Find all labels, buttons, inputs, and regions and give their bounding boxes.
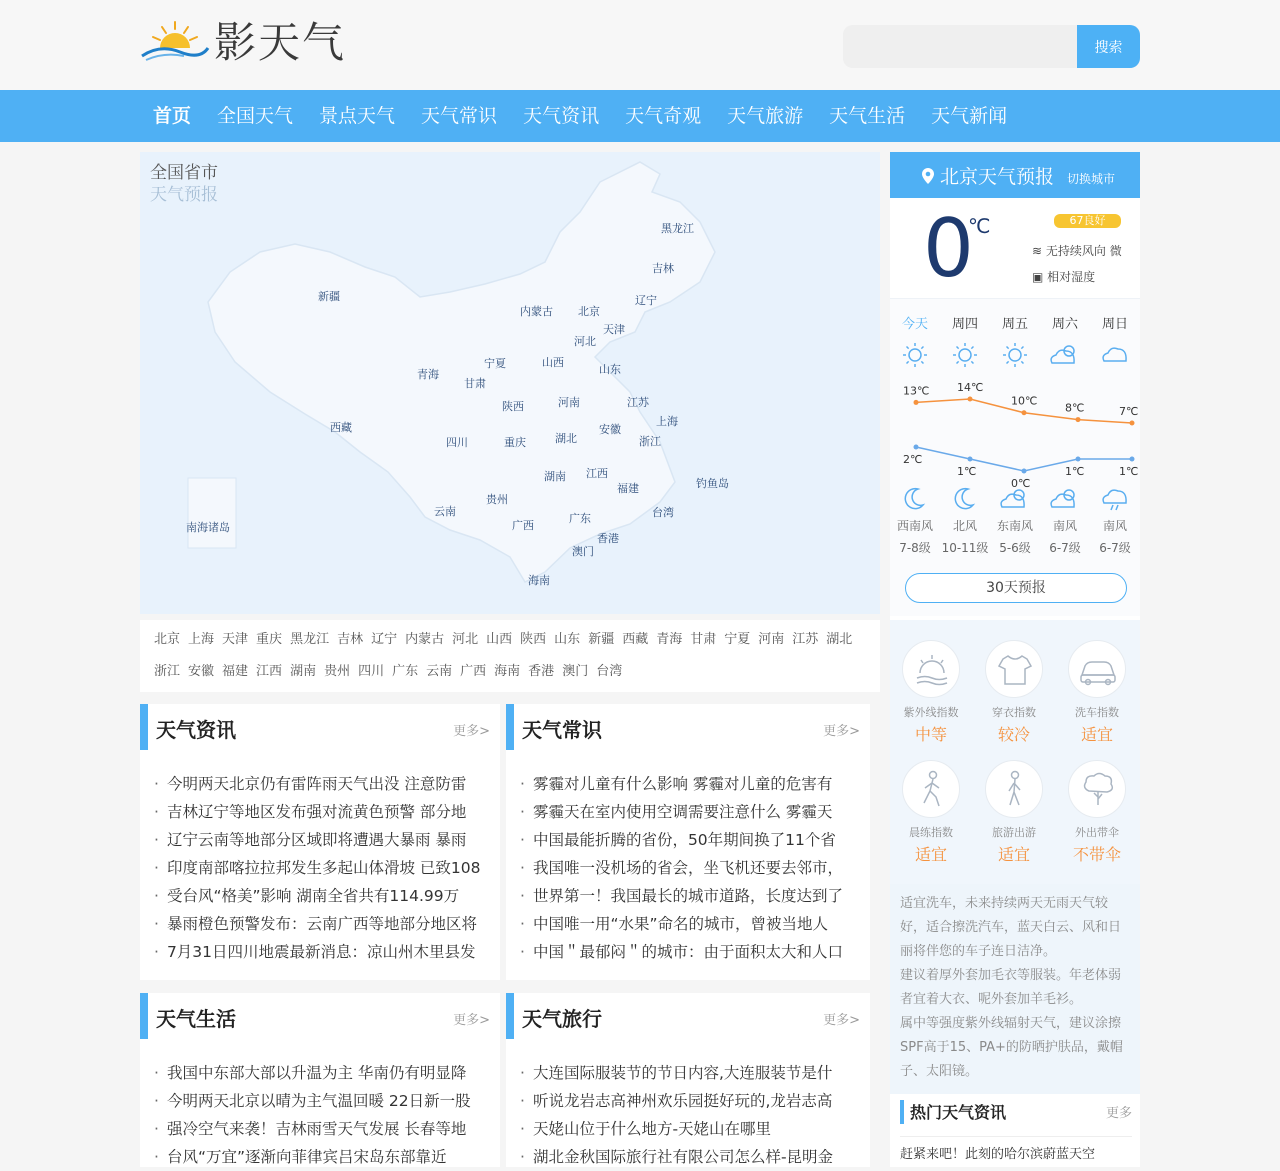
province-label[interactable]: 陕西 <box>502 400 524 413</box>
hot-news-more-link[interactable]: 更多 <box>1105 1106 1132 1121</box>
province-label[interactable]: 甘肃 <box>464 377 486 390</box>
index-morning-exercise[interactable] <box>891 760 971 865</box>
news-item[interactable]: · 印度南部喀拉拉邦发生多起山体滑坡 已致108 <box>154 854 500 882</box>
index-umbrella[interactable] <box>1057 760 1137 865</box>
nav-national-weather[interactable]: 全国天气 <box>217 105 294 127</box>
index-name: 旅游出游 <box>992 826 1036 839</box>
province-label[interactable]: 湖南 <box>544 470 566 483</box>
province-link[interactable]: 海南 <box>494 664 521 679</box>
province-link[interactable]: 上海 <box>188 632 215 647</box>
five-day-forecast <box>890 298 1140 616</box>
index-name: 穿衣指数 <box>992 706 1036 719</box>
forecast-wind-level: 6-7级 <box>1099 541 1131 555</box>
province-link[interactable]: 广西 <box>460 664 487 679</box>
hot-news-item[interactable]: 赶紧来吧！此刻的哈尔滨蔚蓝天空 <box>900 1147 1096 1162</box>
province-label[interactable]: 云南 <box>434 505 456 518</box>
low-temp-label: 2℃ <box>903 453 923 466</box>
index-name: 洗车指数 <box>1075 706 1119 719</box>
block-title: 天气资讯 <box>156 718 236 742</box>
news-item[interactable]: · 雾霾对儿童有什么影响 雾霾对儿童的危害有 <box>520 770 870 798</box>
province-link[interactable]: 云南 <box>426 664 453 679</box>
advice-uv: 属中等强度紫外线辐射天气，建议涂擦SPF高于15、PA+的防晒护肤品，戴帽子、太阳镜。 <box>900 1016 1123 1079</box>
forecast-wind-level: 7-8级 <box>899 541 931 555</box>
news-list <box>140 750 500 966</box>
province-label[interactable]: 西藏 <box>330 421 352 434</box>
site-logo[interactable] <box>140 14 346 66</box>
advice-car-wash: 适宜洗车，未来持续两天无雨天气较好，适合擦洗汽车，蓝天白云、风和日丽将伴您的车子连日洁净。 <box>900 896 1122 959</box>
news-list <box>506 750 870 966</box>
province-label[interactable]: 宁夏 <box>484 357 506 370</box>
low-temp-point <box>914 445 919 450</box>
province-label[interactable]: 安徽 <box>599 423 621 436</box>
news-item[interactable]: · 今明两天北京仍有雷阵雨天气出没 注意防雷 <box>154 770 500 798</box>
news-item[interactable]: · 听说龙岩志高神州欢乐园挺好玩的,龙岩志高 <box>520 1087 870 1115</box>
province-link[interactable]: 香港 <box>528 664 555 679</box>
province-link[interactable]: 宁夏 <box>724 632 751 647</box>
news-item[interactable]: · 中国唯一用“水果”命名的城市，曾被当地人 <box>520 910 870 938</box>
temperature-chart <box>890 299 1140 617</box>
forecast-wind: 西南风 <box>896 519 933 533</box>
news-item[interactable]: · 吉林辽宁等地区发布强对流黄色预警 部分地 <box>154 798 500 826</box>
low-temp-label: 0℃ <box>1011 477 1031 490</box>
humidity-icon: ▣ <box>1032 270 1044 284</box>
nav-scenic-weather[interactable]: 景点天气 <box>319 105 396 127</box>
shirt-icon <box>985 640 1043 698</box>
search-box <box>843 25 1140 68</box>
runner-icon <box>902 760 960 818</box>
cloudy-night-icon <box>1001 490 1024 507</box>
province-link[interactable]: 贵州 <box>324 664 351 679</box>
high-temp-label: 14℃ <box>957 381 984 394</box>
province-label[interactable]: 吉林 <box>652 262 674 275</box>
news-item[interactable]: · 台风“万宜”逐渐向菲律宾吕宋岛东部靠近 <box>154 1143 500 1171</box>
province-link[interactable]: 福建 <box>222 664 249 679</box>
province-label[interactable]: 北京 <box>578 305 600 318</box>
province-link[interactable]: 河南 <box>758 632 785 647</box>
province-label[interactable]: 浙江 <box>639 435 661 448</box>
block-header <box>506 993 870 1039</box>
index-name: 紫外线指数 <box>903 706 959 719</box>
news-block-weather-travel <box>506 993 870 1167</box>
forecast-day: 周五 <box>1001 317 1028 332</box>
province-label[interactable]: 台湾 <box>652 506 674 519</box>
province-link[interactable]: 四川 <box>358 664 385 679</box>
province-label[interactable]: 山西 <box>542 356 564 369</box>
block-header <box>506 704 870 750</box>
province-label[interactable]: 湖北 <box>555 432 577 445</box>
life-index-panel <box>890 620 1140 884</box>
news-item[interactable]: · 天姥山位于什么地方-天姥山在哪里 <box>520 1115 870 1143</box>
province-link[interactable]: 西藏 <box>622 632 649 647</box>
province-label[interactable]: 海南 <box>528 574 550 587</box>
nav-weather-wonders[interactable]: 天气奇观 <box>625 105 702 127</box>
news-item[interactable]: · 我国唯一没机场的省会，坐飞机还要去邻市， <box>520 854 870 882</box>
wind-info <box>1032 242 1122 259</box>
block-title: 天气常识 <box>522 718 602 742</box>
moon-icon <box>905 489 923 509</box>
forecast-30-day-button[interactable]: 30天预报 <box>905 573 1127 603</box>
map-subtitle: 天气预报 <box>150 185 218 205</box>
province-link[interactable]: 甘肃 <box>690 632 717 647</box>
province-link[interactable]: 吉林 <box>337 632 364 647</box>
province-label[interactable]: 福建 <box>617 482 639 495</box>
search-button[interactable]: 搜索 <box>1077 25 1140 68</box>
index-value: 适宜 <box>997 845 1030 864</box>
forecast-wind: 东南风 <box>996 519 1033 533</box>
province-label[interactable]: 江苏 <box>627 396 649 409</box>
province-link[interactable]: 北京 <box>154 632 181 647</box>
news-block-weather-knowledge <box>506 704 870 980</box>
nav-home[interactable]: 首页 <box>153 105 192 127</box>
index-value: 不带伞 <box>1072 845 1121 864</box>
cloudy-night-icon <box>1051 490 1074 507</box>
nav-weather-news-info[interactable]: 天气资讯 <box>523 105 600 127</box>
block-title: 天气生活 <box>156 1007 236 1031</box>
forecast-wind-level: 6-7级 <box>1049 541 1081 555</box>
humidity-info <box>1032 268 1095 285</box>
humidity-text: 相对湿度 <box>1047 270 1096 284</box>
search-input[interactable] <box>843 25 1077 68</box>
province-link[interactable]: 新疆 <box>588 632 615 647</box>
index-name: 外出带伞 <box>1075 826 1119 839</box>
news-item[interactable]: · 7月31日四川地震最新消息：凉山州木里县发 <box>154 938 500 966</box>
province-link[interactable]: 澳门 <box>562 664 589 679</box>
wind-icon: ≋ <box>1032 244 1043 258</box>
low-temp-line <box>916 447 1132 471</box>
block-header <box>140 993 500 1039</box>
rain-cloud-icon <box>1103 490 1126 510</box>
low-temp-point <box>968 457 973 462</box>
current-temperature: 0 <box>923 202 974 295</box>
province-label[interactable]: 上海 <box>656 415 678 428</box>
index-car-wash[interactable] <box>1057 640 1137 745</box>
index-name: 晨练指数 <box>909 826 953 839</box>
sun-icon <box>903 343 927 367</box>
nav-weather-travel[interactable]: 天气旅游 <box>727 105 804 127</box>
province-label[interactable]: 辽宁 <box>635 294 657 307</box>
temperature-unit: ℃ <box>968 214 991 238</box>
hot-news-title: 热门天气资讯 <box>910 1103 1007 1122</box>
news-item[interactable]: · 受台风“格美”影响 湖南全省共有114.99万 <box>154 882 500 910</box>
news-list <box>140 1039 500 1171</box>
province-link[interactable]: 青海 <box>656 632 683 647</box>
partly-cloudy-icon <box>1051 346 1074 363</box>
forecast-day: 周六 <box>1051 317 1078 332</box>
province-label[interactable]: 香港 <box>597 532 619 545</box>
news-item[interactable]: · 中国最能折腾的省份，50年期间换了11个省 <box>520 826 870 854</box>
province-label[interactable]: 河南 <box>558 396 580 409</box>
province-link[interactable]: 重庆 <box>256 632 283 647</box>
province-link[interactable]: 辽宁 <box>371 632 398 647</box>
province-label[interactable]: 重庆 <box>504 436 526 449</box>
low-temp-label: 1℃ <box>1065 465 1085 478</box>
nav-weather-knowledge[interactable]: 天气常识 <box>421 105 498 127</box>
province-link[interactable]: 陕西 <box>520 632 547 647</box>
forecast-wind: 南风 <box>1102 519 1127 533</box>
high-temp-label: 8℃ <box>1065 401 1085 415</box>
forecast-day: 周日 <box>1101 317 1128 332</box>
news-list <box>506 1039 870 1171</box>
nav-weather-news[interactable]: 天气新闻 <box>931 105 1008 127</box>
news-item[interactable]: · 我国中东部大部以升温为主 华南仍有明显降 <box>154 1059 500 1087</box>
province-label[interactable]: 天津 <box>603 323 625 336</box>
switch-city-link[interactable]: 切换城市 <box>1067 172 1116 186</box>
weather-panel <box>890 152 1140 1167</box>
cloud-icon <box>1103 348 1126 361</box>
high-temp-label: 13℃ <box>903 384 930 398</box>
high-temp-point <box>1130 421 1135 426</box>
province-link[interactable]: 天津 <box>222 632 249 647</box>
news-item[interactable]: · 中国＂最郁闷＂的城市：由于面积太大和人口 <box>520 938 870 966</box>
block-title: 天气旅行 <box>522 1007 602 1031</box>
low-temp-label: 1℃ <box>1119 465 1139 478</box>
index-clothing[interactable] <box>974 640 1054 745</box>
weather-panel-header <box>890 152 1140 198</box>
header <box>0 0 1280 90</box>
tree-icon <box>1068 760 1126 818</box>
news-item[interactable]: · 雾霾天在室内使用空调需要注意什么 雾霾天 <box>520 798 870 826</box>
province-link[interactable]: 安徽 <box>188 664 215 679</box>
high-temp-label: 7℃ <box>1119 405 1139 418</box>
province-link[interactable]: 广东 <box>392 664 419 679</box>
walker-icon <box>985 760 1043 818</box>
city-forecast-title: 北京天气预报 <box>940 166 1055 188</box>
province-link[interactable]: 黑龙江 <box>290 632 330 647</box>
index-value: 较冷 <box>997 725 1030 744</box>
news-item[interactable]: · 强冷空气来袭！吉林雨雪天气发展 长春等地 <box>154 1115 500 1143</box>
province-link[interactable]: 山西 <box>486 632 513 647</box>
more-link[interactable]: 更多> <box>453 724 490 739</box>
index-value: 适宜 <box>1080 725 1113 744</box>
forecast-wind: 北风 <box>952 519 977 533</box>
high-temp-point <box>1022 410 1027 415</box>
low-temp-point <box>1130 457 1135 462</box>
location-pin-icon <box>922 168 934 184</box>
moon-icon <box>955 489 973 509</box>
province-links <box>140 620 880 692</box>
map-title: 全国省市 <box>150 163 218 183</box>
logo-text: 影天气 <box>214 18 347 67</box>
index-value: 适宜 <box>914 845 947 864</box>
province-label[interactable]: 广西 <box>512 519 534 532</box>
sun-icon <box>1003 343 1027 367</box>
index-uv[interactable] <box>891 640 971 745</box>
low-temp-point <box>1076 457 1081 462</box>
block-header <box>140 704 500 750</box>
aqi-badge: 67良好 <box>1054 214 1121 228</box>
news-item[interactable]: · 辽宁云南等地部分区域即将遭遇大暴雨 暴雨 <box>154 826 500 854</box>
news-item[interactable]: · 暴雨橙色预警发布：云南广西等地部分地区将 <box>154 910 500 938</box>
province-label[interactable]: 新疆 <box>318 290 340 303</box>
hot-news-header <box>900 1100 1132 1124</box>
index-travel[interactable] <box>974 760 1054 865</box>
forecast-wind-level: 5-6级 <box>999 541 1031 555</box>
high-temp-point <box>1076 417 1081 422</box>
forecast-day: 今天 <box>901 317 928 332</box>
province-label[interactable]: 山东 <box>599 363 621 376</box>
hot-news-list <box>900 1136 1132 1164</box>
news-item[interactable]: · 大连国际服装节的节日内容,大连服装节是什 <box>520 1059 870 1087</box>
province-link[interactable]: 湖北 <box>826 632 853 647</box>
more-link[interactable]: 更多> <box>453 1013 490 1028</box>
uv-sun-icon <box>902 640 960 698</box>
sun-icon <box>953 343 977 367</box>
province-label[interactable]: 河北 <box>574 335 596 348</box>
weather-advice <box>890 884 1140 1094</box>
more-link[interactable]: 更多> <box>823 724 860 739</box>
wind-text: 无持续风向 微 <box>1045 244 1122 258</box>
forecast-wind: 南风 <box>1052 519 1077 533</box>
low-temp-point <box>1022 469 1027 474</box>
province-link[interactable]: 台湾 <box>596 664 623 679</box>
news-item[interactable]: · 世界第一！我国最长的城市道路，长度达到了 <box>520 882 870 910</box>
news-item[interactable]: · 今明两天北京以晴为主气温回暖 22日新一股 <box>154 1087 500 1115</box>
province-link[interactable]: 河北 <box>452 632 479 647</box>
province-link[interactable]: 江西 <box>256 664 283 679</box>
index-value: 中等 <box>914 725 947 744</box>
forecast-day: 周四 <box>951 317 978 332</box>
news-block-weather-life <box>140 993 500 1167</box>
province-label[interactable]: 广东 <box>569 512 591 525</box>
sun-logo-icon <box>140 14 210 66</box>
low-temp-label: 1℃ <box>957 465 977 478</box>
forecast-wind-level: 10-11级 <box>941 541 989 555</box>
province-link[interactable]: 内蒙古 <box>405 632 445 647</box>
news-item[interactable]: · 湖北金秋国际旅行社有限公司怎么样-昆明金 <box>520 1143 870 1171</box>
car-icon <box>1068 640 1126 698</box>
news-block-weather-info <box>140 704 500 980</box>
province-label[interactable]: 内蒙古 <box>520 305 553 318</box>
province-labels <box>140 152 880 614</box>
province-label[interactable]: 澳门 <box>572 545 594 558</box>
province-link[interactable]: 江苏 <box>792 632 819 647</box>
china-map-panel <box>140 152 880 614</box>
province-link[interactable]: 湖南 <box>290 664 317 679</box>
province-label[interactable]: 江西 <box>586 467 608 480</box>
province-label[interactable]: 青海 <box>417 368 439 381</box>
high-temp-point <box>968 397 973 402</box>
province-label[interactable]: 四川 <box>446 436 468 449</box>
province-label[interactable]: 贵州 <box>486 493 508 506</box>
main-nav <box>0 90 1280 142</box>
nav-weather-life[interactable]: 天气生活 <box>829 105 906 127</box>
province-label[interactable]: 钓鱼岛 <box>696 477 729 490</box>
province-label[interactable]: 南海诸岛 <box>186 521 230 534</box>
more-link[interactable]: 更多> <box>823 1013 860 1028</box>
advice-clothing: 建议着厚外套加毛衣等服装。年老体弱者宜着大衣、呢外套加羊毛衫。 <box>900 968 1122 1007</box>
province-link[interactable]: 山东 <box>554 632 581 647</box>
province-label[interactable]: 黑龙江 <box>661 222 694 235</box>
province-link[interactable]: 浙江 <box>154 664 181 679</box>
high-temp-label: 10℃ <box>1011 394 1038 408</box>
high-temp-point <box>914 400 919 405</box>
